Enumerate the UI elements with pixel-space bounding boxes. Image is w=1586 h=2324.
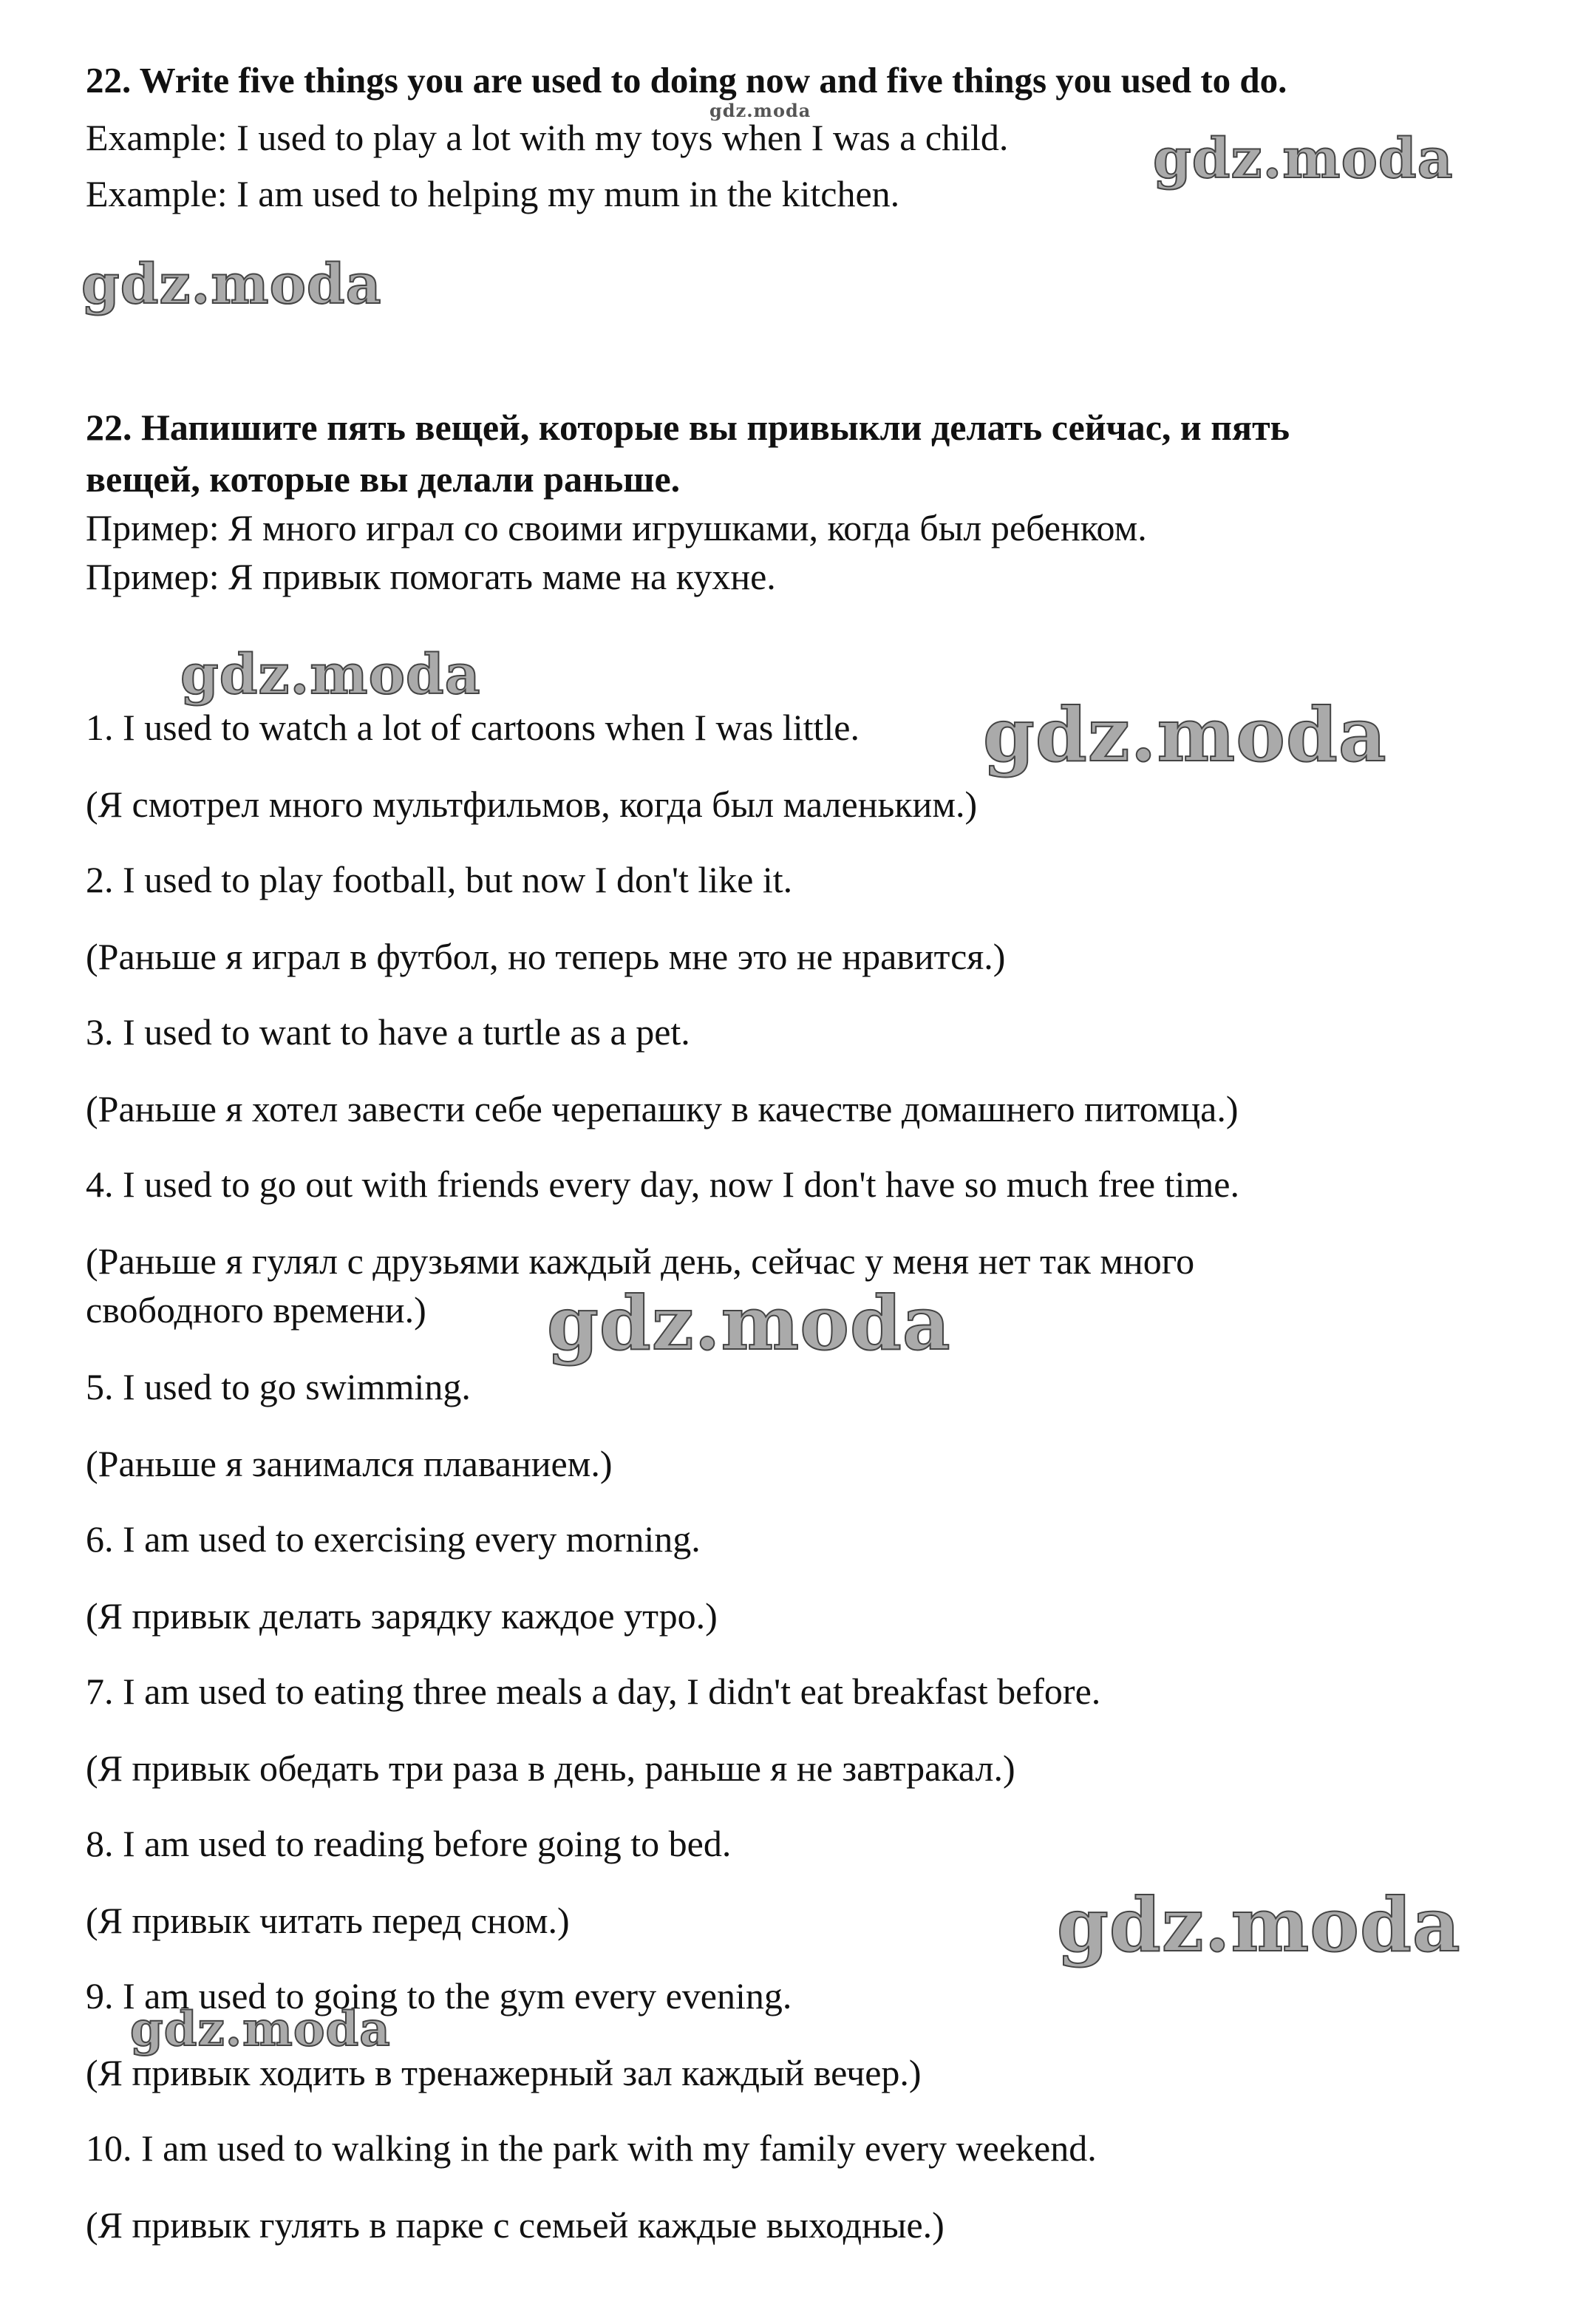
watermark: gdz.moda [983, 691, 1387, 778]
example-line: Example: I am used to helping my mum in the kitchen. [86, 173, 900, 214]
answer-ru: (Раньше я занимался плаванием.) [86, 1443, 613, 1484]
answer-en: 1. I used to watch a lot of cartoons when I was little. [86, 707, 860, 748]
answer-ru: (Я привык делать зарядку каждое утро.) [86, 1595, 718, 1637]
answer-ru: (Я привык читать перед сном.) [86, 1900, 570, 1941]
answer-en: 9. I am used to going to the gym every evening. [86, 1975, 792, 2016]
watermark: gdz.moda [547, 1280, 951, 1367]
answer-ru: (Раньше я хотел завести себе черепашку в качестве домашнего питомца.) [86, 1088, 1239, 1129]
answer-ru-cont: свободного времени.) [86, 1289, 426, 1331]
watermark: gdz.moda [709, 100, 811, 121]
answer-en: 8. I am used to reading before going to bed. [86, 1823, 732, 1864]
task-title-en: 22. Write five things you are used to doing now and five things you used to do. [86, 60, 1287, 101]
answer-en: 7. I am used to eating three meals a day, I didn't eat breakfast before. [86, 1671, 1101, 1712]
answer-en: 3. I used to want to have a turtle as a pet. [86, 1011, 690, 1053]
watermark: gdz.moda [130, 2002, 391, 2057]
watermark: gdz.moda [180, 643, 481, 707]
answer-en: 6. I am used to exercising every morning. [86, 1518, 701, 1560]
answer-en: 2. I used to play football, but now I don't like it. [86, 859, 793, 900]
answer-ru: (Я смотрел много мультфильмов, когда был маленьким.) [86, 784, 978, 825]
example-line: Example: I used to play a lot with my toys when I was a child. [86, 117, 1009, 158]
watermark: gdz.moda [1057, 1881, 1461, 1968]
example-line-ru: Пример: Я привык помогать маме на кухне. [86, 556, 776, 597]
task-title-ru-cont: вещей, которые вы делали раньше. [86, 458, 681, 500]
task-title-ru: 22. Напишите пять вещей, которые вы привыкли делать сейчас, и пять [86, 407, 1290, 448]
example-line-ru: Пример: Я много играл со своими игрушками, когда был ребенком. [86, 507, 1147, 548]
answer-ru: (Раньше я играл в футбол, но теперь мне это не нравится.) [86, 936, 1006, 977]
answer-ru: (Раньше я гулял с друзьями каждый день, сейчас у меня нет так много [86, 1240, 1195, 1282]
answer-ru: (Я привык обедать три раза в день, раньше я не завтракал.) [86, 1747, 1015, 1789]
answer-en: 10. I am used to walking in the park with my family every weekend. [86, 2127, 1097, 2169]
answer-ru: (Я привык гулять в парке с семьей каждые выходные.) [86, 2204, 945, 2246]
watermark: gdz.moda [1153, 127, 1454, 191]
answer-en: 4. I used to go out with friends every day, now I don't have so much free time. [86, 1163, 1239, 1205]
watermark: gdz.moda [81, 253, 382, 316]
answer-ru: (Я привык ходить в тренажерный зал каждый вечер.) [86, 2052, 922, 2093]
answer-en: 5. I used to go swimming. [86, 1366, 471, 1407]
